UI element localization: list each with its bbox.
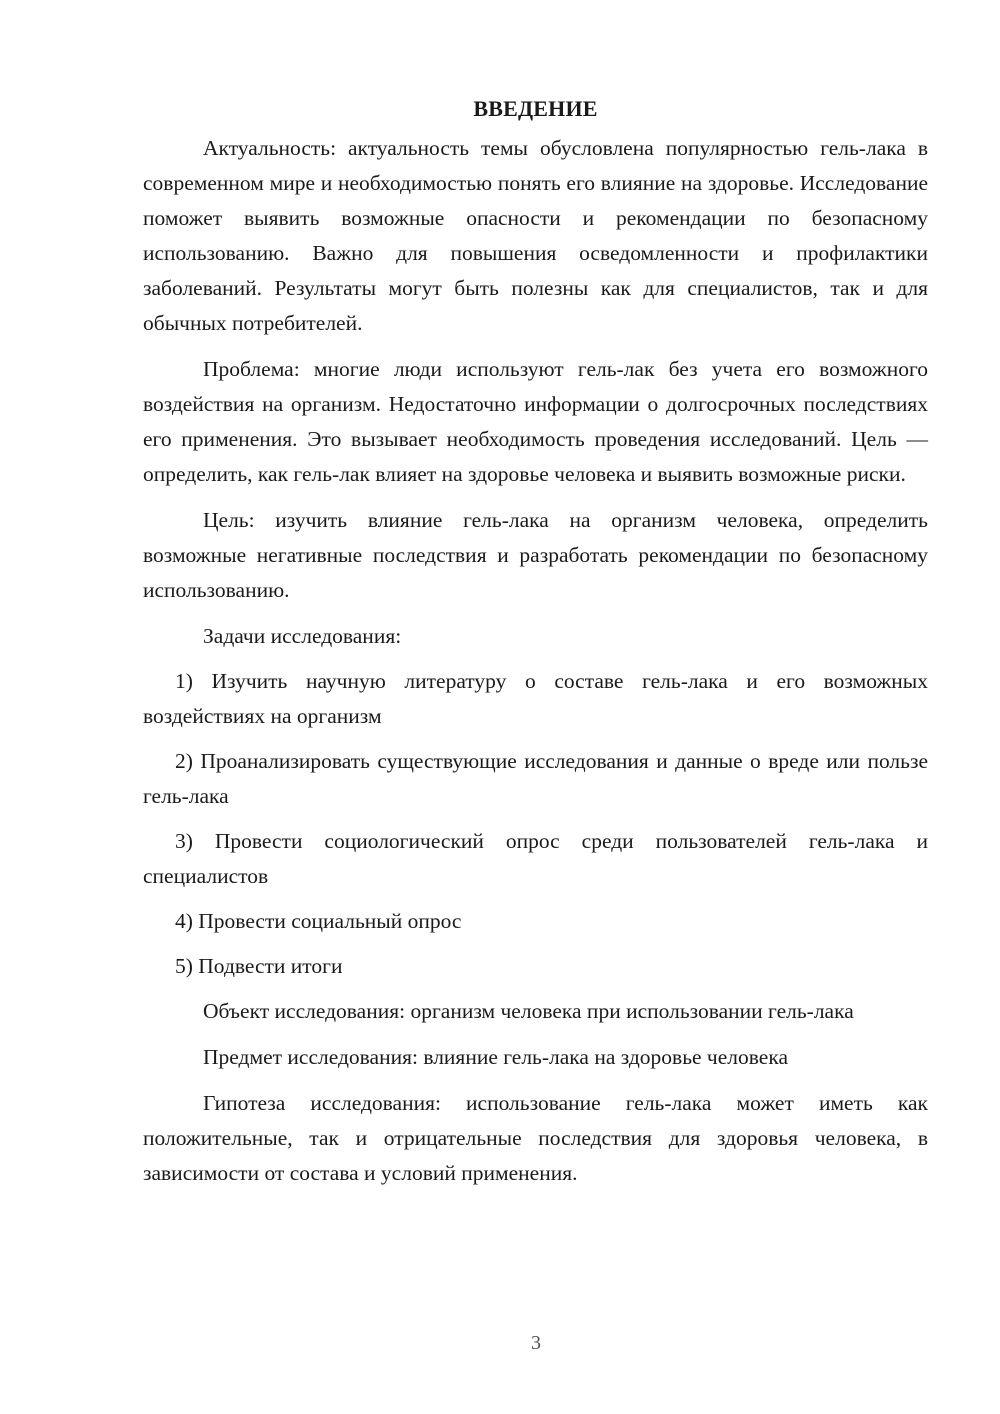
task-item-2: 2) Проанализировать существующие исследования и данные о вреде или пользе гель-лака bbox=[143, 749, 928, 808]
tasks-heading: Задачи исследования: bbox=[203, 624, 402, 648]
task-item-4: 4) Провести социальный опрос bbox=[175, 909, 462, 933]
task-item-3: 3) Провести социологический опрос среди пользователей гель-лака и специалистов bbox=[143, 829, 928, 888]
document-title: ВВЕДЕНИЕ bbox=[473, 96, 598, 121]
paragraph-relevance: Актуальность: актуальность темы обусловлена популярностью гель-лака в современном мире и необходимостью понять его влияние на здоровье. Исследование поможет выявить возможные опасности и рекомендации по безопасному использованию. Важно для повышения осведомленности и профилактики заболеваний. Результаты могут быть полезны как для специалистов, так и для обычных потребителей. bbox=[143, 136, 928, 335]
task-item-5: 5) Подвести итоги bbox=[175, 954, 343, 978]
document-page bbox=[143, 94, 928, 1202]
page-number: 3 bbox=[531, 1332, 541, 1354]
paragraph-subject: Предмет исследования: влияние гель-лака на здоровье человека bbox=[203, 1045, 788, 1069]
paragraph-object: Объект исследования: организм человека при использовании гель-лака bbox=[203, 999, 854, 1023]
paragraph-problem: Проблема: многие люди используют гель-лак без учета его возможного воздействия на организм. Недостаточно информации о долгосрочных последствиях его применения. Это вызывает необходимость проведения исследований. Цель — определить, как гель-лак влияет на здоровье человека и выявить возможные риски. bbox=[143, 357, 928, 486]
task-item-1: 1) Изучить научную литературу о составе гель-лака и его возможных воздействиях на организм bbox=[143, 669, 928, 728]
paragraph-goal: Цель: изучить влияние гель-лака на организм человека, определить возможные негативные последствия и разработать рекомендации по безопасному использованию. bbox=[143, 508, 928, 602]
paragraph-hypothesis: Гипотеза исследования: использование гель-лака может иметь как положительные, так и отрицательные последствия для здоровья человека, в зависимости от состава и условий применения. bbox=[143, 1091, 928, 1185]
